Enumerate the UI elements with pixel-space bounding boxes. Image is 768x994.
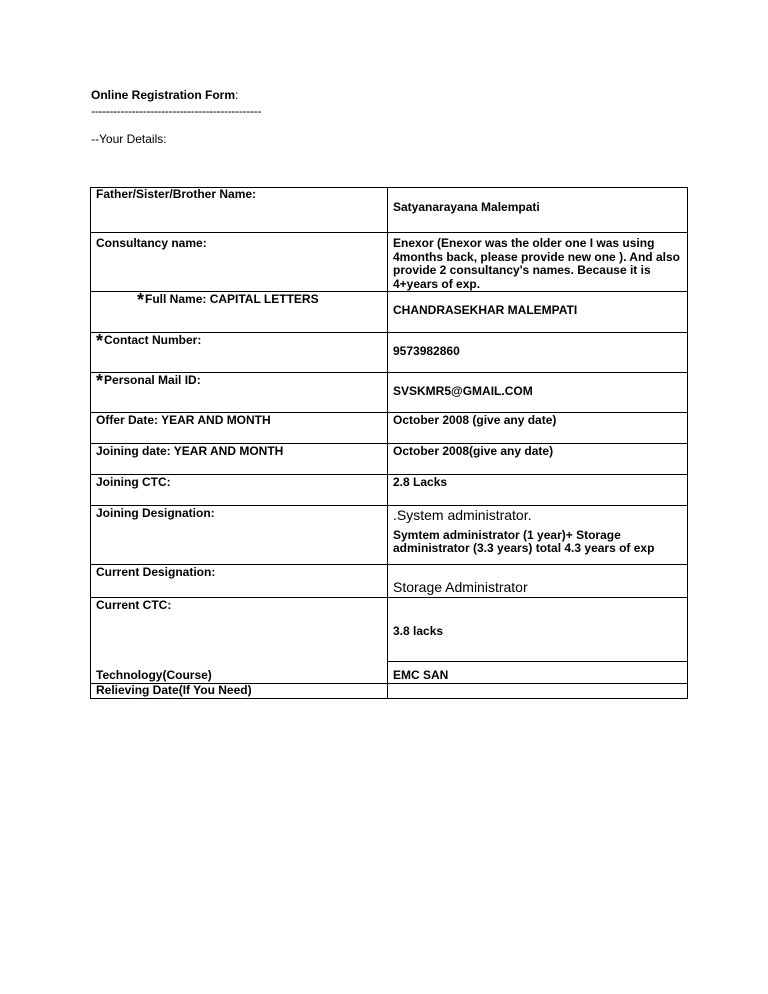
table-row — [91, 475, 688, 506]
value-text: October 2008(give any date) — [393, 444, 554, 458]
required-asterisk: * — [96, 372, 104, 391]
label-text: Current CTC: — [96, 598, 172, 612]
value-text: 3.8 lacks — [393, 624, 444, 638]
value-text: Satyanarayana Malempati — [393, 200, 540, 214]
label-text: Personal Mail ID: — [104, 373, 201, 387]
value-text: System administrator — [396, 507, 528, 523]
value-contact-number — [388, 333, 688, 373]
required-asterisk: * — [96, 332, 104, 351]
label-joining-designation — [91, 506, 388, 565]
label-text: Offer Date: YEAR AND MONTH — [96, 413, 271, 427]
value-text: Enexor (Enexor was the older one I was using 4months back, please provide new one ). And also provide 2 consultancy's names. Because it is 4+years of exp. — [393, 236, 680, 291]
value-text: SVSKMR5@GMAIL.COM — [393, 384, 533, 398]
label-text: Contact Number: — [104, 333, 202, 347]
label-text: Joining Designation: — [96, 506, 215, 520]
value-text: 9573982860 — [393, 344, 460, 358]
registration-table — [90, 187, 688, 699]
table-row — [91, 373, 688, 413]
value-consultancy — [388, 233, 688, 292]
value-joining-ctc — [388, 475, 688, 506]
value-current-ctc — [388, 598, 688, 662]
table-row — [91, 565, 688, 598]
label-text: Father/Sister/Brother Name: — [96, 187, 257, 201]
label-text: Current Designation: — [96, 565, 216, 579]
form-title — [91, 88, 238, 102]
title-underline-dashes: ---------------------------------------------- — [91, 104, 262, 118]
required-asterisk: * — [137, 291, 145, 310]
table-row — [91, 292, 688, 333]
label-full-name — [91, 292, 388, 333]
table-row — [91, 444, 688, 475]
table-row — [91, 413, 688, 444]
label-current-ctc — [91, 598, 388, 662]
label-relieving-date — [91, 684, 388, 699]
table-row — [91, 684, 688, 699]
label-text: Joining CTC: — [96, 475, 171, 489]
value-text: CHANDRASEKHAR MALEMPATI — [393, 303, 578, 317]
value-relieving-date — [388, 684, 688, 699]
value-text: EMC SAN — [393, 668, 449, 682]
value-technology — [388, 662, 688, 684]
table-row — [91, 333, 688, 373]
table-row — [91, 598, 688, 662]
section-heading: --Your Details: — [91, 132, 167, 146]
table-row — [91, 506, 688, 565]
label-contact-number — [91, 333, 388, 373]
label-mail-id — [91, 373, 388, 413]
value-text: Storage Administrator — [393, 579, 528, 595]
label-joining-ctc — [91, 475, 388, 506]
label-text: Joining date: YEAR AND MONTH — [96, 444, 284, 458]
form-title-colon: : — [235, 88, 239, 102]
form-title-text: Online Registration Form — [91, 88, 236, 102]
table-row — [91, 188, 688, 233]
label-text: Technology(Course) — [96, 668, 212, 682]
label-relation-name — [91, 188, 388, 233]
value-joining-date — [388, 444, 688, 475]
value-current-designation — [388, 565, 688, 598]
label-consultancy — [91, 233, 388, 292]
label-text: Relieving Date(If You Need) — [96, 683, 252, 697]
label-technology — [91, 662, 388, 684]
label-text: Full Name: CAPITAL LETTERS — [145, 292, 319, 306]
value-suffix: . — [527, 507, 532, 523]
value-mail-id — [388, 373, 688, 413]
label-text: Consultancy name: — [96, 236, 207, 250]
value-joining-designation — [388, 506, 688, 565]
value-prefix: . — [393, 507, 397, 523]
label-offer-date — [91, 413, 388, 444]
value-full-name — [388, 292, 688, 333]
value-text: 2.8 Lacks — [393, 475, 448, 489]
label-current-designation — [91, 565, 388, 598]
value-detail-text: Symtem administrator (1 year)+ Storage administrator (3.3 years) total 4.3 years of exp — [393, 528, 655, 555]
table-row — [91, 662, 688, 684]
value-text: October 2008 (give any date) — [393, 413, 557, 427]
label-joining-date — [91, 444, 388, 475]
value-offer-date — [388, 413, 688, 444]
value-relation-name — [388, 188, 688, 233]
table-row — [91, 233, 688, 292]
